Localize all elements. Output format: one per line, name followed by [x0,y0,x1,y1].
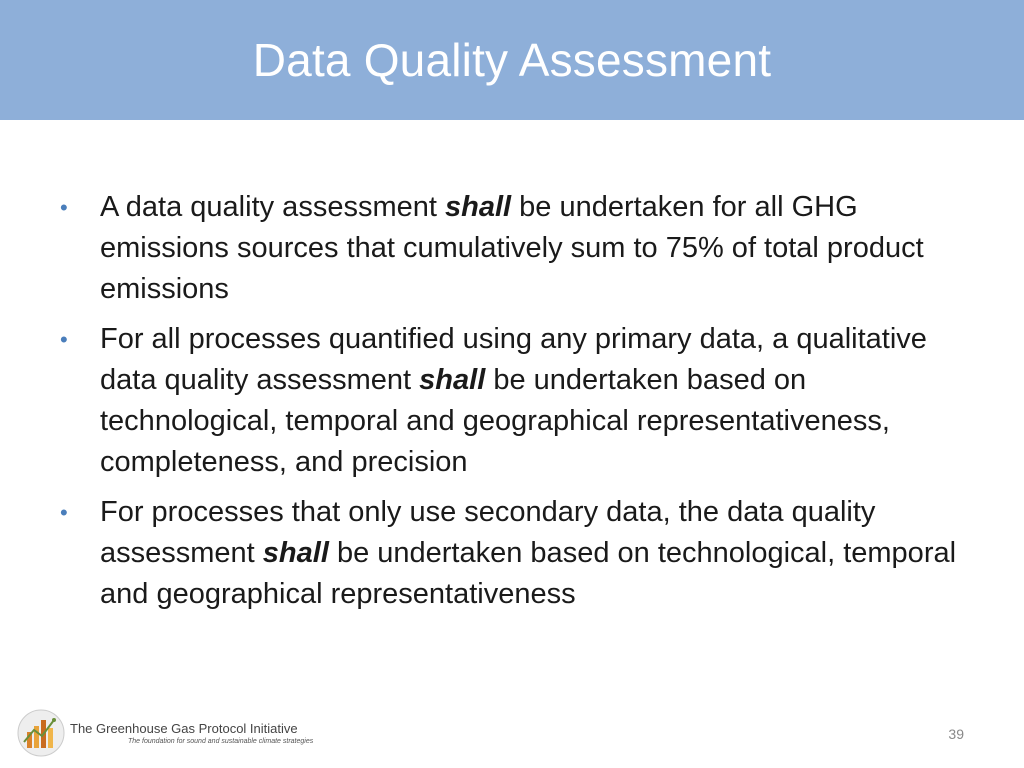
bullet-item [60,319,970,483]
title-bar [0,0,1024,120]
slide-title: Data Quality Assessment [252,34,772,86]
bullet-emphasis: shall [444,191,512,223]
bullet-text: be undertaken for all GHG emissions sources that cumulatively sum to 75% of total product emissions [100,191,924,305]
page-number: 39 [948,726,964,742]
bullet-emphasis: shall [262,537,329,569]
bullet-text: be undertaken based on technological, temporal and geographical representativeness [100,537,957,610]
bullet-list [60,187,970,624]
bullet-icon: • [60,500,68,525]
bullet-emphasis: shall [419,364,486,396]
bullet-icon: • [60,327,68,352]
bullet-text: For all processes quantified using any primary data, a qualitative data quality assessment [100,323,927,396]
ghg-protocol-logo-icon [16,708,66,758]
bullet-item [60,187,970,310]
bullet-text: be undertaken based on technological, temporal and geographical representativeness, completeness, and precision [100,364,890,478]
logo-text [70,721,313,745]
footer-logo [16,707,336,759]
bullet-text: A data quality assessment [100,191,445,223]
logo-title: The Greenhouse Gas Protocol Initiative [70,721,298,736]
bullet-icon: • [60,195,68,220]
bullet-text: For processes that only use secondary data, the data quality assessment [100,496,876,569]
bullet-item [60,492,970,615]
logo-tagline: The foundation for sound and sustainable climate strategies [128,738,314,745]
